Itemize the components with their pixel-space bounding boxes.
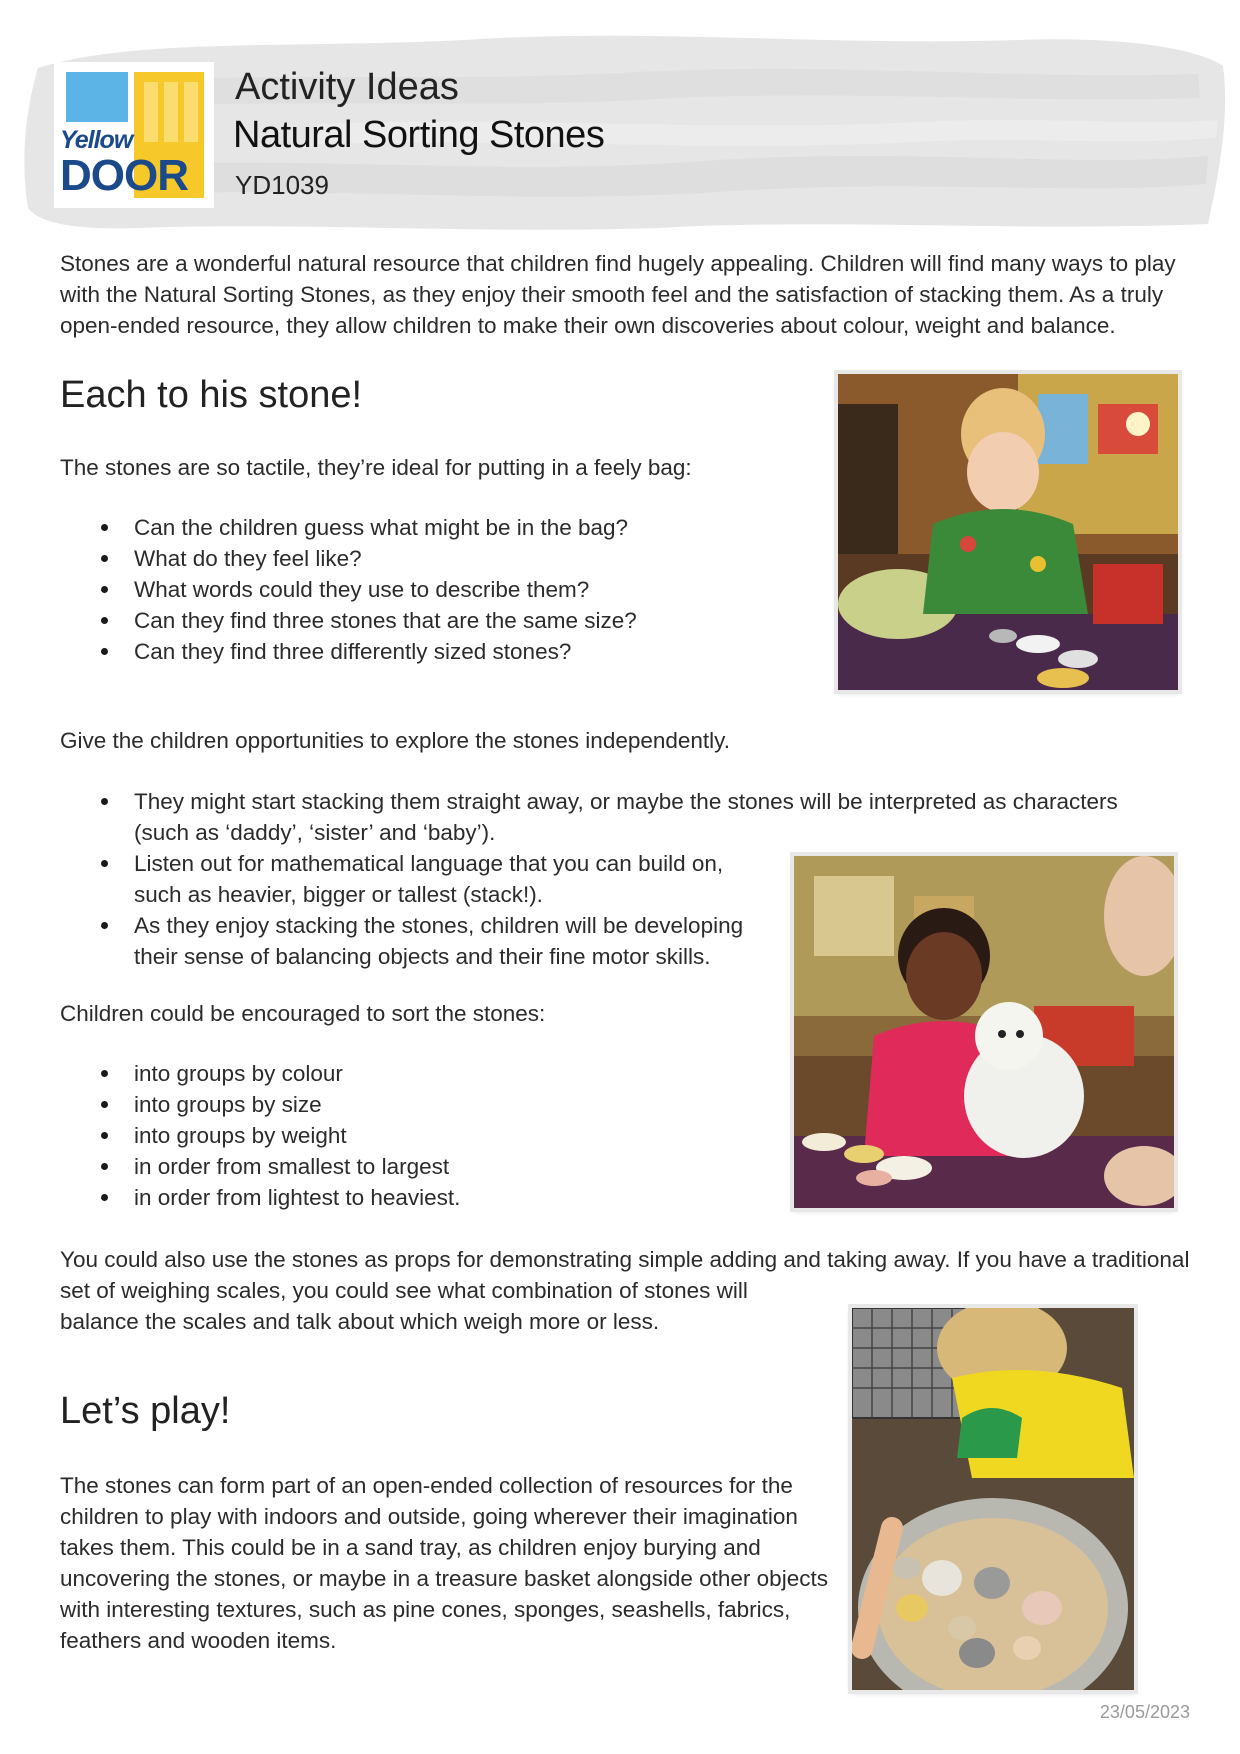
- header-kicker: Activity Ideas: [235, 66, 459, 108]
- list-item: Can they find three differently sized stones?: [60, 636, 637, 667]
- paragraph-line: takes them. This could be in a sand tray, as children enjoy burying and: [60, 1535, 761, 1560]
- paragraph-line: uncovering the stones, or maybe in a treasure basket alongside other objects: [60, 1566, 828, 1591]
- list-item: into groups by weight: [60, 1120, 460, 1151]
- paragraph-line: with interesting textures, such as pine cones, sponges, seashells, fabrics,: [60, 1597, 791, 1622]
- page-title: Natural Sorting Stones: [233, 114, 605, 156]
- feely-bag-lead: The stones are so tactile, they’re ideal for putting in a feely bag:: [60, 455, 692, 480]
- sort-lead: Children could be encouraged to sort the stones:: [60, 1001, 546, 1026]
- product-code: YD1039: [235, 170, 329, 200]
- document-date: 23/05/2023: [1099, 1702, 1190, 1722]
- sorting-list: [60, 1058, 460, 1213]
- paragraph-line: set of weighing scales, you could see what combination of stones will: [60, 1278, 748, 1303]
- paragraph-line: You could also use the stones as props for demonstrating simple adding and taking away. If you have a traditional: [60, 1247, 1190, 1272]
- list-item: in order from lightest to heaviest.: [60, 1182, 460, 1213]
- list-item-line: As they enjoy stacking the stones, children will be developing: [134, 913, 744, 938]
- paragraph-line: children to play with indoors and outside, going wherever their imagination: [60, 1504, 798, 1529]
- photo-boy-in-sand-tray: [852, 1308, 1134, 1690]
- paragraph-line: The stones can form part of an open-ended collection of resources for the: [60, 1473, 793, 1498]
- logo-word-door: DOOR: [60, 151, 188, 200]
- yellow-door-logo: [58, 66, 210, 204]
- feely-bag-question-list: [60, 512, 637, 667]
- intro-line: with the Natural Sorting Stones, as they enjoy their smooth feel and the satisfaction of stacking them. As a truly: [60, 282, 1164, 307]
- logo-blue-square: [66, 72, 128, 122]
- logo-door-panel: [144, 82, 158, 142]
- list-item-line: (such as ‘daddy’, ‘sister’ and ‘baby’).: [134, 820, 496, 845]
- list-item: into groups by size: [60, 1089, 460, 1120]
- intro-line: open-ended resource, they allow children to make their own discoveries about colour, weight and balance.: [60, 313, 1116, 338]
- section-heading-each-to-his-stone: Each to his stone!: [60, 374, 363, 416]
- list-item: [60, 786, 1118, 848]
- lets-play-paragraph: [60, 1470, 828, 1656]
- list-item: Can the children guess what might be in the bag?: [60, 512, 637, 543]
- list-item: Can they find three stones that are the same size?: [60, 605, 637, 636]
- list-item: What do they feel like?: [60, 543, 637, 574]
- paragraph-line: balance the scales and talk about which weigh more or less.: [60, 1309, 660, 1334]
- intro-paragraph: [60, 248, 1176, 341]
- list-item-line: Listen out for mathematical language that you can build on,: [134, 851, 724, 876]
- intro-line: Stones are a wonderful natural resource that children find hugely appealing. Children will find many ways to play: [60, 251, 1176, 276]
- logo-door-panel: [164, 82, 178, 142]
- logo-word-yellow: Yellow: [60, 126, 133, 154]
- logo-door-panel: [184, 82, 198, 142]
- photo-girl-with-teddy: [794, 856, 1174, 1208]
- list-item-line: such as heavier, bigger or tallest (stack!).: [134, 882, 543, 907]
- list-item: in order from smallest to largest: [60, 1151, 460, 1182]
- photo-boy-with-feely-bag: [838, 374, 1178, 690]
- list-item-line: They might start stacking them straight away, or maybe the stones will be interpreted as characters: [134, 789, 1118, 814]
- paragraph-line: feathers and wooden items.: [60, 1628, 337, 1653]
- explore-lead: Give the children opportunities to explore the stones independently.: [60, 728, 731, 753]
- list-item: What words could they use to describe them?: [60, 574, 637, 605]
- list-item-line: their sense of balancing objects and their fine motor skills.: [134, 944, 711, 969]
- section-heading-lets-play: Let’s play!: [60, 1390, 231, 1432]
- list-item: into groups by colour: [60, 1058, 460, 1089]
